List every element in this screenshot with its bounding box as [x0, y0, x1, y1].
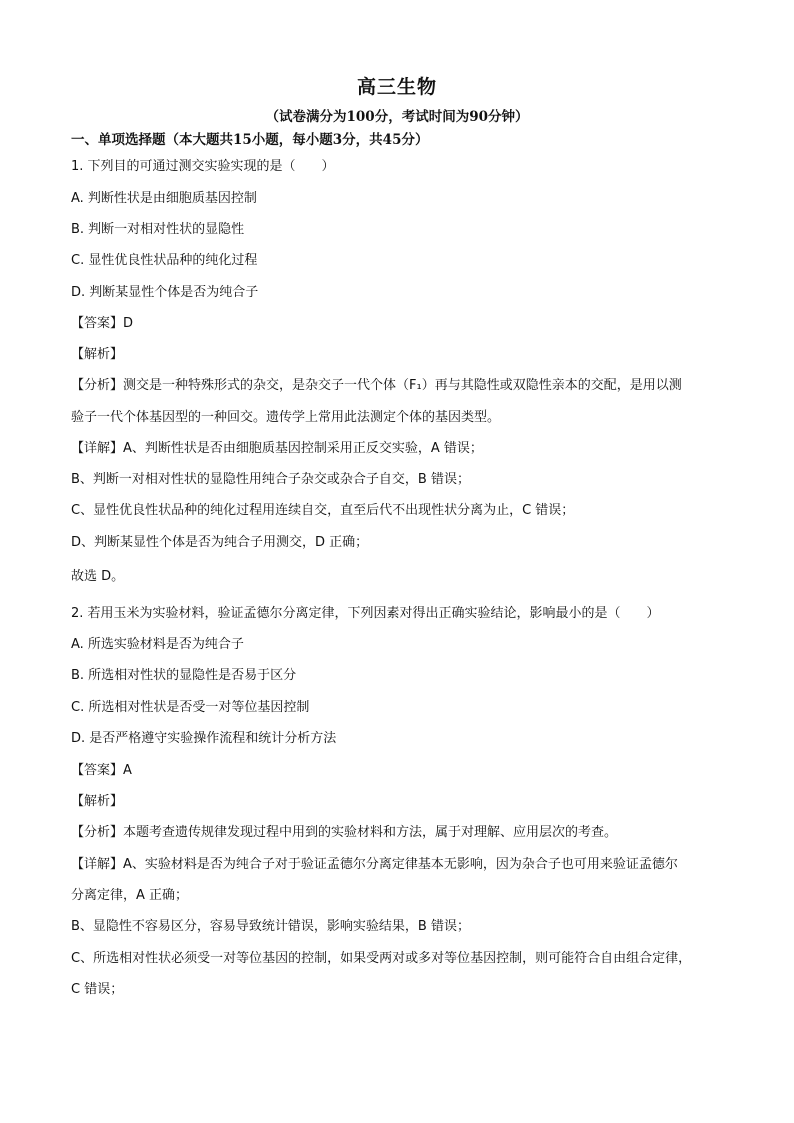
question-1-option-a: A. 判断性状是由细胞质基因控制	[71, 191, 257, 206]
question-1-option-b: B. 判断一对相对性状的显隐性	[71, 222, 245, 237]
question-2-detail-line: 分离定律，A 正确；	[71, 888, 189, 903]
question-1-analysis-line: 【分析】测交是一种特殊形式的杂交，是杂交子一代个体（F₁）再与其隐性或双隐性亲本的交配，是用以测	[71, 378, 682, 393]
question-2-option-a: A. 所选实验材料是否为纯合子	[71, 637, 244, 652]
question-2-option-d: D. 是否严格遵守实验操作流程和统计分析方法	[71, 731, 337, 746]
question-2-analysis-label: 【解析】	[71, 794, 124, 809]
question-1-conclusion: 故选 D。	[71, 569, 125, 584]
question-1-analysis-label: 【解析】	[71, 347, 124, 362]
question-2-detail-line: 【详解】A、实验材料是否为纯合子对于验证孟德尔分离定律基本无影响，因为杂合子也可用来验证孟德尔	[71, 857, 678, 872]
question-2-analysis-line: 【分析】本题考查遗传规律发现过程中用到的实验材料和方法，属于对理解、应用层次的考查。	[71, 825, 618, 840]
question-2-option-c: C. 所选相对性状是否受一对等位基因控制	[71, 700, 310, 715]
question-1-stem: 1. 下列目的可通过测交实验实现的是（ ）	[71, 159, 335, 174]
question-2-stem: 2. 若用玉米为实验材料，验证孟德尔分离定律，下列因素对得出正确实验结论，影响最小的是（ ）	[71, 606, 660, 621]
section-heading: 一、单项选择题（本大题共15小题，每小题3分，共45分）	[71, 132, 429, 148]
question-1-option-d: D. 判断某显性个体是否为纯合子	[71, 285, 259, 300]
question-1-detail-line: 【详解】A、判断性状是否由细胞质基因控制采用正反交实验，A 错误；	[71, 441, 483, 456]
question-1-detail-line: C、显性优良性状品种的纯化过程用连续自交，直至后代不出现性状分离为止，C 错误；	[71, 503, 575, 518]
question-1-option-c: C. 显性优良性状品种的纯化过程	[71, 253, 258, 268]
question-2-detail-line: C、所选相对性状必须受一对等位基因的控制，如果受两对或多对等位基因控制，则可能符合自由组合定律，	[71, 951, 692, 966]
document-title: 高三生物	[356, 76, 437, 98]
question-1-detail-line: B、判断一对相对性状的显隐性用纯合子杂交或杂合子自交，B 错误；	[71, 472, 470, 487]
question-1-answer: 【答案】D	[71, 316, 134, 331]
question-1-analysis-line: 验子一代个体基因型的一种回交。遗传学上常用此法测定个体的基因类型。	[71, 410, 501, 425]
exam-info: （试卷满分为100分，考试时间为90分钟）	[265, 109, 529, 125]
question-2-option-b: B. 所选相对性状的显隐性是否易于区分	[71, 668, 297, 683]
question-2-detail-line: C 错误；	[71, 982, 124, 997]
question-1-detail-line: D、判断某显性个体是否为纯合子用测交，D 正确；	[71, 535, 369, 550]
question-2-answer: 【答案】A	[71, 763, 132, 778]
question-2-detail-line: B、显隐性不容易区分，容易导致统计错误，影响实验结果，B 错误；	[71, 919, 470, 934]
